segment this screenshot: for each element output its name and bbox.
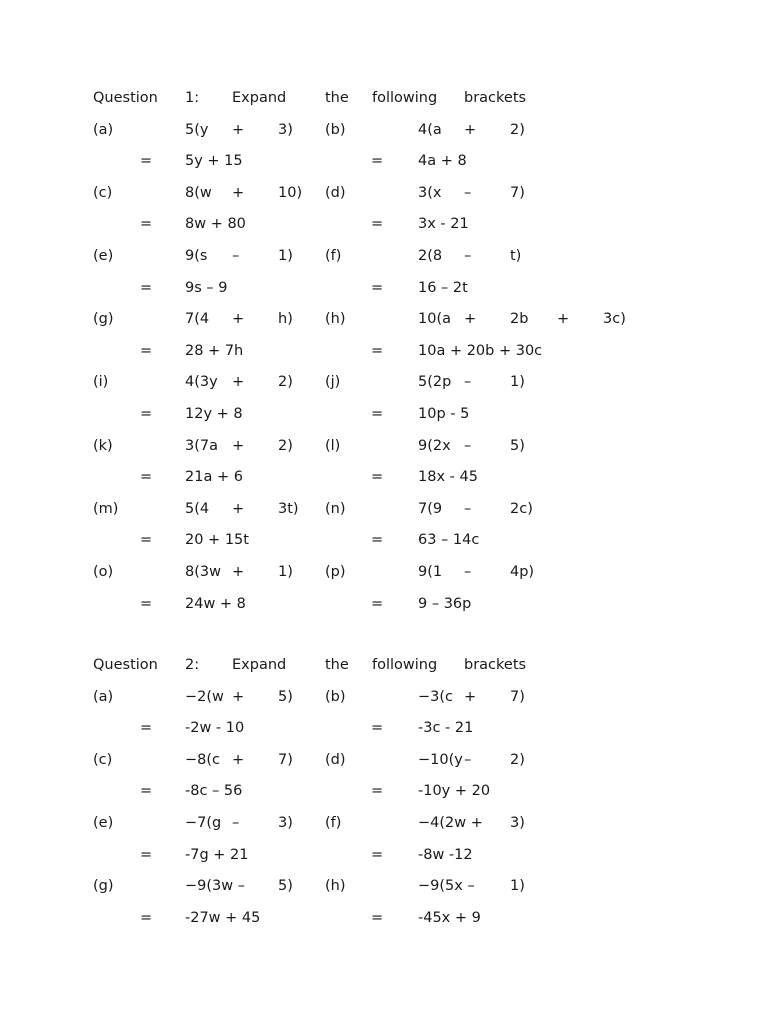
problem-label: (d) <box>325 185 346 201</box>
problem-expression: −2(w <box>185 689 224 705</box>
problem-term: 7) <box>510 689 525 705</box>
heading-word-expand: Expand <box>232 90 287 106</box>
problem-term: 1) <box>278 248 293 264</box>
equals-sign: = <box>371 280 384 296</box>
equals-sign: = <box>140 720 153 736</box>
problem-expression: 9(1 <box>418 564 443 580</box>
answer-text: 9s – 9 <box>185 280 228 296</box>
heading-word-question: Question <box>93 657 158 673</box>
problem-operator: + <box>464 311 477 327</box>
problem-row <box>0 875 768 897</box>
problem-label: (a) <box>93 689 114 705</box>
heading-word-brackets: brackets <box>464 90 527 106</box>
problem-term: 2) <box>278 438 293 454</box>
problem-term: 2) <box>510 752 525 768</box>
equals-sign: = <box>371 596 384 612</box>
problem-row <box>0 561 768 583</box>
problem-expression: −9(5x – <box>418 878 475 894</box>
problem-expression: 3(x <box>418 185 442 201</box>
equals-sign: = <box>140 280 153 296</box>
answer-text: 8w + 80 <box>185 216 246 232</box>
equals-sign: = <box>140 847 153 863</box>
answer-text: 20 + 15t <box>185 532 249 548</box>
question-heading <box>0 654 768 676</box>
problem-expression: −7(g <box>185 815 222 831</box>
answer-text: 28 + 7h <box>185 343 244 359</box>
equals-sign: = <box>140 343 153 359</box>
answer-text: -10y + 20 <box>418 783 491 799</box>
problem-expression: 3(7a <box>185 438 218 454</box>
problem-operator: + <box>232 374 245 390</box>
problem-expression: −4(2w + <box>418 815 483 831</box>
answer-text: -8w -12 <box>418 847 473 863</box>
problem-term: 3) <box>278 815 293 831</box>
equals-sign: = <box>371 720 384 736</box>
problem-operator: – <box>464 438 472 454</box>
problem-term: t) <box>510 248 522 264</box>
answer-text: 16 – 2t <box>418 280 468 296</box>
answer-row <box>0 780 768 802</box>
problem-term: 3t) <box>278 501 299 517</box>
equals-sign: = <box>140 153 153 169</box>
problem-operator: – <box>464 374 472 390</box>
problem-operator: – <box>464 248 472 264</box>
equals-sign: = <box>140 910 153 926</box>
answer-row <box>0 403 768 425</box>
equals-sign: = <box>140 469 153 485</box>
problem-operator: + <box>232 501 245 517</box>
problem-label: (g) <box>93 878 114 894</box>
problem-label: (h) <box>325 878 346 894</box>
problem-label: (l) <box>325 438 341 454</box>
answer-row <box>0 150 768 172</box>
heading-word-expand: Expand <box>232 657 287 673</box>
problem-expression: 7(4 <box>185 311 210 327</box>
problem-row <box>0 182 768 204</box>
problem-label: (f) <box>325 248 342 264</box>
problem-row <box>0 749 768 771</box>
problem-term: h) <box>278 311 293 327</box>
problem-expression: −9(3w – <box>185 878 245 894</box>
problem-operator: + <box>232 689 245 705</box>
problem-label: (o) <box>93 564 114 580</box>
problem-expression: 9(2x <box>418 438 451 454</box>
problem-term: 4p) <box>510 564 535 580</box>
answer-text: -8c – 56 <box>185 783 243 799</box>
problem-label: (h) <box>325 311 346 327</box>
problem-row <box>0 308 768 330</box>
answer-text: -27w + 45 <box>185 910 261 926</box>
problem-operator: – <box>232 248 240 264</box>
problem-label: (e) <box>93 248 114 264</box>
answer-text: 10a + 20b + 30c <box>418 343 543 359</box>
answer-text: 5y + 15 <box>185 153 243 169</box>
problem-term: 2c) <box>510 501 533 517</box>
answer-text: 3x - 21 <box>418 216 469 232</box>
answer-text: 18x - 45 <box>418 469 478 485</box>
problem-row <box>0 435 768 457</box>
equals-sign: = <box>140 406 153 422</box>
problem-label: (j) <box>325 374 341 390</box>
answer-text: 63 – 14c <box>418 532 480 548</box>
problem-operator: + <box>232 311 245 327</box>
answer-row <box>0 213 768 235</box>
problem-operator: – <box>464 185 472 201</box>
problem-term: 7) <box>278 752 293 768</box>
problem-label: (n) <box>325 501 346 517</box>
answer-text: -2w - 10 <box>185 720 245 736</box>
problem-row <box>0 812 768 834</box>
problem-label: (k) <box>93 438 113 454</box>
equals-sign: = <box>371 406 384 422</box>
problem-expression: 4(a <box>418 122 442 138</box>
problem-term: 10) <box>278 185 303 201</box>
problem-row <box>0 498 768 520</box>
problem-expression: 10(a <box>418 311 451 327</box>
problem-term: 1) <box>510 374 525 390</box>
equals-sign: = <box>371 153 384 169</box>
problem-expression: 2(8 <box>418 248 443 264</box>
problem-operator: + <box>464 689 477 705</box>
problem-label: (b) <box>325 122 346 138</box>
problem-operator: + <box>232 564 245 580</box>
problem-operator: + <box>232 438 245 454</box>
answer-row <box>0 529 768 551</box>
problem-label: (c) <box>93 185 113 201</box>
heading-question-number: 2: <box>185 657 200 673</box>
answer-row <box>0 340 768 362</box>
problem-operator: – <box>464 564 472 580</box>
heading-word-following: following <box>372 657 438 673</box>
heading-question-number: 1: <box>185 90 200 106</box>
problem-expression: −10(y <box>418 752 463 768</box>
problem-expression: 5(2p <box>418 374 452 390</box>
problem-row <box>0 245 768 267</box>
problem-label: (b) <box>325 689 346 705</box>
problem-label: (e) <box>93 815 114 831</box>
problem-label: (f) <box>325 815 342 831</box>
answer-row <box>0 844 768 866</box>
answer-row <box>0 907 768 929</box>
problem-expression: 4(3y <box>185 374 218 390</box>
heading-word-question: Question <box>93 90 158 106</box>
problem-expression: −8(c <box>185 752 221 768</box>
heading-word-following: following <box>372 90 438 106</box>
answer-text: -7g + 21 <box>185 847 249 863</box>
heading-word-brackets: brackets <box>464 657 527 673</box>
equals-sign: = <box>371 469 384 485</box>
answer-text: 10p - 5 <box>418 406 470 422</box>
problem-operator: + <box>232 185 245 201</box>
problem-label: (a) <box>93 122 114 138</box>
answer-text: 24w + 8 <box>185 596 246 612</box>
problem-label: (c) <box>93 752 113 768</box>
problem-term: 3) <box>510 815 525 831</box>
problem-operator: + <box>232 122 245 138</box>
problem-expression: −3(c <box>418 689 454 705</box>
problem-operator: + <box>464 122 477 138</box>
heading-word-the: the <box>325 657 349 673</box>
answer-text: 12y + 8 <box>185 406 243 422</box>
problem-operator: + <box>557 311 570 327</box>
problem-label: (d) <box>325 752 346 768</box>
problem-row <box>0 371 768 393</box>
problem-term: 2) <box>278 374 293 390</box>
equals-sign: = <box>371 910 384 926</box>
equals-sign: = <box>371 783 384 799</box>
equals-sign: = <box>371 532 384 548</box>
question-heading <box>0 87 768 109</box>
answer-text: -45x + 9 <box>418 910 481 926</box>
problem-label: (m) <box>93 501 119 517</box>
equals-sign: = <box>140 783 153 799</box>
problem-expression: 8(w <box>185 185 212 201</box>
problem-label: (i) <box>93 374 109 390</box>
answer-text: 21a + 6 <box>185 469 243 485</box>
problem-term: 5) <box>510 438 525 454</box>
problem-term: 1) <box>510 878 525 894</box>
problem-operator: – <box>232 815 240 831</box>
problem-expression: 7(9 <box>418 501 443 517</box>
problem-term: 5) <box>278 878 293 894</box>
answer-text: 4a + 8 <box>418 153 467 169</box>
problem-term: 3c) <box>603 311 626 327</box>
answer-row <box>0 466 768 488</box>
problem-expression: 5(y <box>185 122 209 138</box>
problem-expression: 9(s <box>185 248 208 264</box>
problem-term: 7) <box>510 185 525 201</box>
problem-term: 2b <box>510 311 529 327</box>
answer-row <box>0 717 768 739</box>
problem-expression: 5(4 <box>185 501 210 517</box>
equals-sign: = <box>140 532 153 548</box>
problem-label: (g) <box>93 311 114 327</box>
equals-sign: = <box>140 216 153 232</box>
problem-row <box>0 686 768 708</box>
answer-row <box>0 593 768 615</box>
problem-term: 1) <box>278 564 293 580</box>
problem-operator: – <box>464 752 472 768</box>
answer-text: 9 – 36p <box>418 596 472 612</box>
problem-term: 2) <box>510 122 525 138</box>
answer-text: -3c - 21 <box>418 720 474 736</box>
problem-term: 3) <box>278 122 293 138</box>
equals-sign: = <box>371 216 384 232</box>
problem-expression: 8(3w <box>185 564 221 580</box>
equals-sign: = <box>371 847 384 863</box>
problem-term: 5) <box>278 689 293 705</box>
problem-operator: – <box>464 501 472 517</box>
problem-row <box>0 119 768 141</box>
problem-operator: + <box>232 752 245 768</box>
heading-word-the: the <box>325 90 349 106</box>
answer-row <box>0 277 768 299</box>
equals-sign: = <box>140 596 153 612</box>
problem-label: (p) <box>325 564 346 580</box>
equals-sign: = <box>371 343 384 359</box>
